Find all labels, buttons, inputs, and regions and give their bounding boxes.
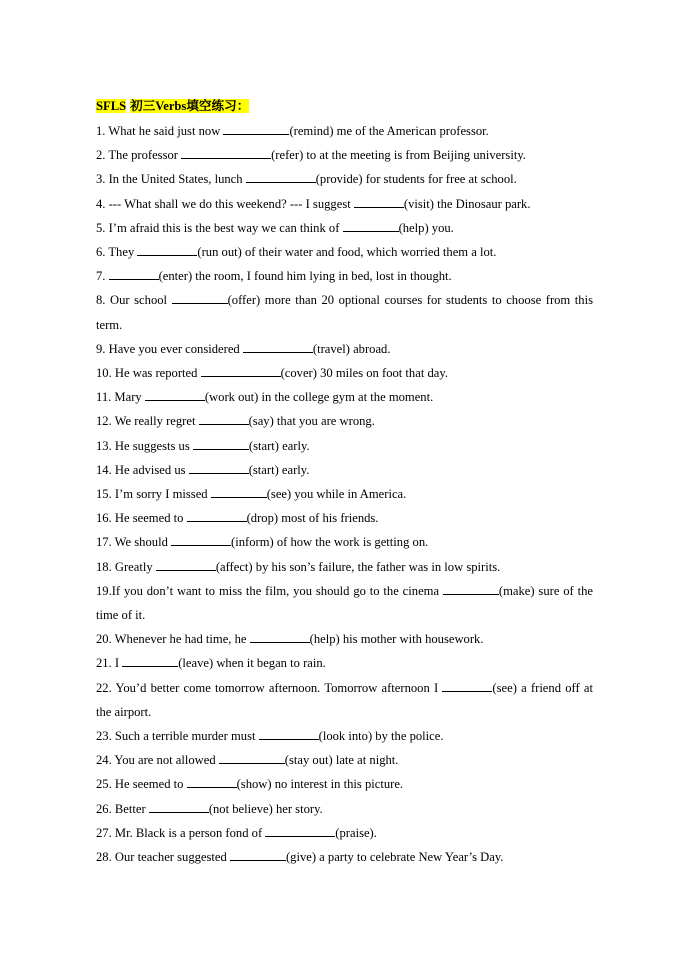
question-text: 9. Have you ever considered xyxy=(96,341,243,356)
question-18 xyxy=(96,555,593,579)
answer-blank[interactable] xyxy=(443,583,499,595)
title-verbs: Verbs xyxy=(155,99,187,113)
question-text: 23. Such a terrible murder must xyxy=(96,729,259,744)
worksheet-title xyxy=(96,94,593,118)
answer-blank[interactable] xyxy=(250,631,310,643)
question-text: (see) a friend off at the airport. xyxy=(96,680,593,719)
answer-blank[interactable] xyxy=(156,559,216,571)
answer-blank[interactable] xyxy=(223,123,289,135)
answer-blank[interactable] xyxy=(145,389,205,401)
question-20 xyxy=(96,627,593,651)
question-13 xyxy=(96,434,593,458)
answer-blank[interactable] xyxy=(193,438,249,450)
answer-blank[interactable] xyxy=(259,728,319,740)
question-text: (offer) more than 20 optional courses for students to choose from this term. xyxy=(96,293,593,332)
question-text: (run out) of their water and food, which worried them a lot. xyxy=(197,245,497,260)
answer-blank[interactable] xyxy=(172,292,228,304)
question-text: (stay out) late at night. xyxy=(284,753,399,768)
question-text: 10. He was reported xyxy=(96,366,201,381)
question-16 xyxy=(96,506,593,530)
question-12 xyxy=(96,409,593,433)
question-text: 8. Our school xyxy=(96,293,172,308)
question-text: (help) you. xyxy=(398,220,454,235)
question-text: 3. In the United States, lunch xyxy=(96,172,246,187)
question-text: 4. --- What shall we do this weekend? --- I suggest xyxy=(96,196,354,211)
question-text: 16. He seemed to xyxy=(96,511,187,526)
title-grade: 初三 xyxy=(130,99,156,113)
question-text: 14. He advised us xyxy=(96,462,189,477)
answer-blank[interactable] xyxy=(211,486,267,498)
question-text: (see) you while in America. xyxy=(266,487,407,502)
answer-blank[interactable] xyxy=(181,147,271,159)
question-text: 11. Mary xyxy=(96,390,145,405)
title-exercise: 填空练习： xyxy=(186,99,250,113)
question-6 xyxy=(96,240,593,264)
answer-blank[interactable] xyxy=(137,244,197,256)
question-7 xyxy=(96,264,593,288)
question-24 xyxy=(96,748,593,772)
question-text: 26. Better xyxy=(96,801,149,816)
question-28 xyxy=(96,845,593,869)
question-text: (start) early. xyxy=(248,462,310,477)
question-23 xyxy=(96,724,593,748)
question-text: (help) his mother with housework. xyxy=(309,632,484,647)
answer-blank[interactable] xyxy=(199,413,249,425)
answer-blank[interactable] xyxy=(243,341,313,353)
question-5 xyxy=(96,216,593,240)
question-10 xyxy=(96,361,593,385)
answer-blank[interactable] xyxy=(187,510,247,522)
question-text: 27. Mr. Black is a person fond of xyxy=(96,825,266,840)
question-text: 15. I’m sorry I missed xyxy=(96,487,211,502)
question-text: 5. I’m afraid this is the best way we can think of xyxy=(96,220,343,235)
question-14 xyxy=(96,458,593,482)
question-text: 24. You are not allowed xyxy=(96,753,219,768)
question-text: 22. You’d better come tomorrow afternoon. Tomorrow afternoon I xyxy=(96,680,443,695)
question-3 xyxy=(96,167,593,191)
answer-blank[interactable] xyxy=(189,462,249,474)
question-text: (look into) by the police. xyxy=(318,729,444,744)
question-22 xyxy=(96,676,593,724)
answer-blank[interactable] xyxy=(122,655,178,667)
question-8 xyxy=(96,288,593,336)
question-27 xyxy=(96,821,593,845)
question-text: 20. Whenever he had time, he xyxy=(96,632,250,647)
question-15 xyxy=(96,482,593,506)
question-9 xyxy=(96,337,593,361)
question-text: (drop) most of his friends. xyxy=(246,511,379,526)
answer-blank[interactable] xyxy=(246,171,316,183)
question-text: 25. He seemed to xyxy=(96,777,187,792)
question-1 xyxy=(96,119,593,143)
answer-blank[interactable] xyxy=(187,776,237,788)
title-sfls: SFLS xyxy=(96,99,127,113)
question-17 xyxy=(96,530,593,554)
question-text: (not believe) her story. xyxy=(208,801,323,816)
question-25 xyxy=(96,772,593,796)
question-text: (refer) to at the meeting is from Beijing university. xyxy=(271,148,526,163)
question-text: 13. He suggests us xyxy=(96,438,193,453)
question-text: 17. We should xyxy=(96,535,172,550)
question-text: (praise). xyxy=(335,825,377,840)
question-text: 21. I xyxy=(96,656,123,671)
question-text: (show) no interest in this picture. xyxy=(236,777,404,792)
worksheet xyxy=(96,94,593,869)
answer-blank[interactable] xyxy=(343,220,399,232)
answer-blank[interactable] xyxy=(109,268,159,280)
question-text: (give) a party to celebrate New Year’s Day. xyxy=(285,850,504,865)
question-text: (affect) by his son’s failure, the father was in low spirits. xyxy=(215,559,501,574)
question-text: (remind) me of the American professor. xyxy=(289,124,489,138)
answer-blank[interactable] xyxy=(149,801,209,813)
question-text: 2. The professor xyxy=(96,148,182,163)
question-11 xyxy=(96,385,593,409)
answer-blank[interactable] xyxy=(230,849,286,861)
question-text: (cover) 30 miles on foot that day. xyxy=(280,366,448,381)
answer-blank[interactable] xyxy=(354,196,404,208)
answer-blank[interactable] xyxy=(201,365,281,377)
answer-blank[interactable] xyxy=(442,680,492,692)
question-text: 12. We really regret xyxy=(96,414,199,429)
question-text: (visit) the Dinosaur park. xyxy=(403,196,531,211)
question-text: (leave) when it began to rain. xyxy=(178,656,326,671)
question-text: (travel) abroad. xyxy=(312,341,391,356)
question-4 xyxy=(96,192,593,216)
question-26 xyxy=(96,797,593,821)
question-text: (work out) in the college gym at the moment. xyxy=(204,390,434,405)
question-text: (inform) of how the work is getting on. xyxy=(231,535,429,550)
question-text: (start) early. xyxy=(248,438,310,453)
question-2 xyxy=(96,143,593,167)
question-text: 19.If you don’t want to miss the film, you should go to the cinema xyxy=(96,583,443,598)
question-text: 18. Greatly xyxy=(96,559,156,574)
question-text: 6. They xyxy=(96,245,138,260)
answer-blank[interactable] xyxy=(171,534,231,546)
question-text: (say) that you are wrong. xyxy=(248,414,375,429)
question-text: 1. What he said just now xyxy=(96,124,224,138)
question-text: 7. xyxy=(96,269,109,284)
question-19 xyxy=(96,579,593,627)
question-text: (make) sure of the time of it. xyxy=(96,583,593,623)
question-text: 28. Our teacher suggested xyxy=(96,850,230,865)
answer-blank[interactable] xyxy=(219,752,285,764)
question-text: (provide) for students for free at school. xyxy=(315,172,517,187)
question-text: (enter) the room, I found him lying in bed, lost in thought. xyxy=(158,269,452,284)
question-21 xyxy=(96,651,593,675)
answer-blank[interactable] xyxy=(265,825,335,837)
